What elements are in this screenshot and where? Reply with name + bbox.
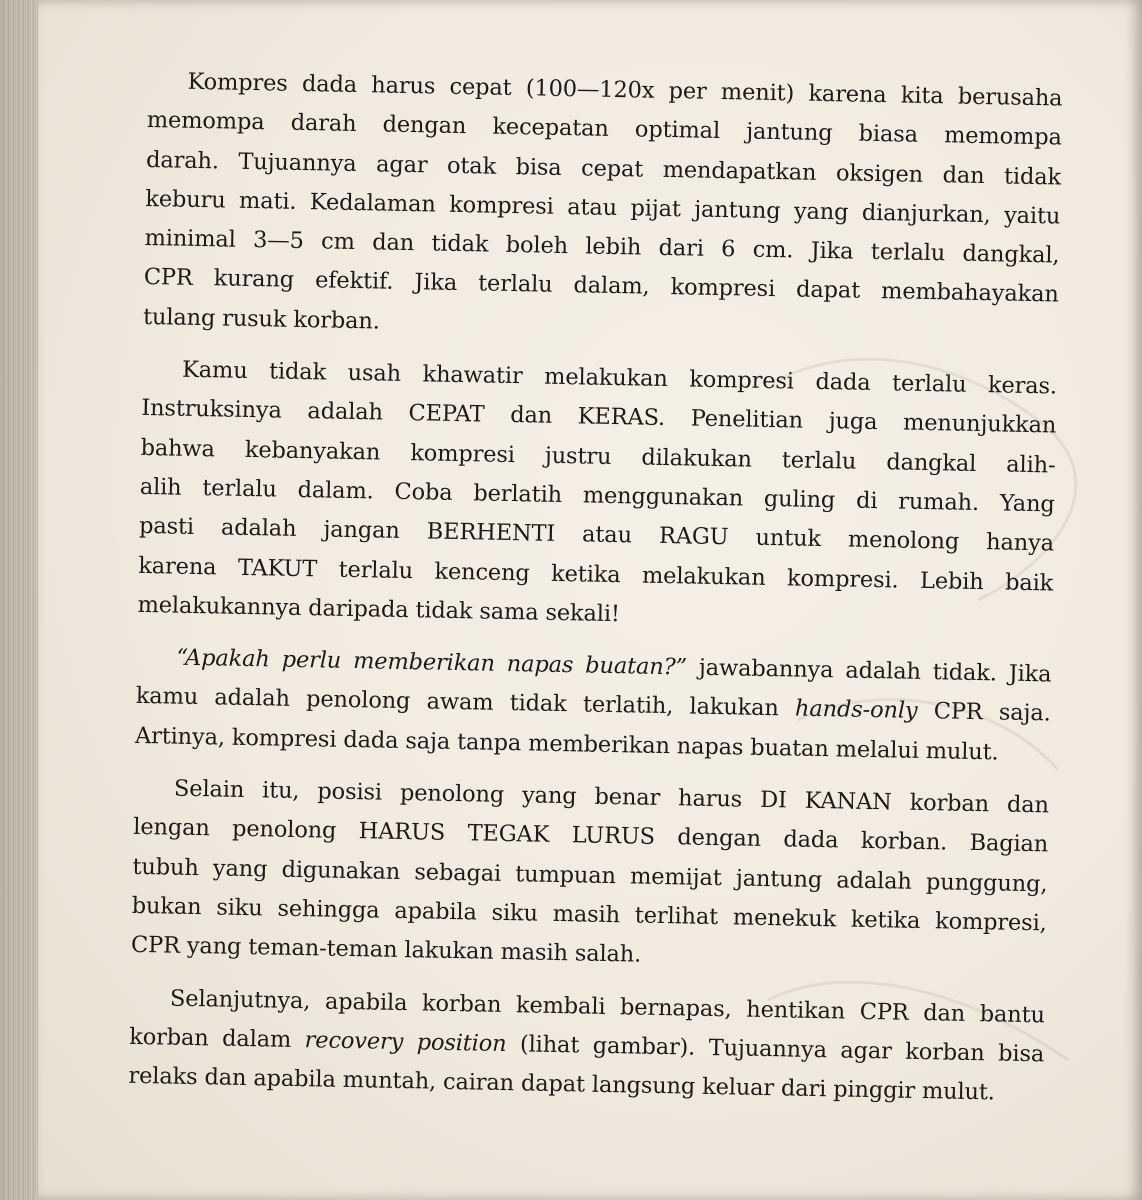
text-line: Instruksinya adalah CEPAT dan KERAS. Penelitian juga menunjukkan bbox=[141, 395, 1057, 439]
paragraph-2 bbox=[137, 350, 1057, 643]
text-line: darah. Tujuannya agar otak bisa cepat mendapatkan oksigen dan tidak bbox=[145, 146, 1062, 191]
text-line: Kompres dada harus cepat (100—120x per menit) karena kita berusaha bbox=[187, 68, 1063, 112]
page-stack-edge bbox=[0, 0, 40, 1200]
text-line: tulang rusuk korban. bbox=[142, 303, 380, 335]
text-line: relaks dan apabila muntah, cairan dapat langsung keluar dari pinggir mulut. bbox=[128, 1062, 996, 1106]
text-line: minimal 3—5 cm dan tidak boleh lebih dari 6 cm. Jika terlalu dangkal, bbox=[144, 225, 1060, 269]
text-line: bukan siku sehingga apabila siku masih terlihat menekuk ketika kompresi, bbox=[131, 892, 1047, 937]
body-text bbox=[128, 62, 1063, 1114]
text-run: CPR saja. bbox=[917, 698, 1051, 727]
italic-term: recovery position bbox=[304, 1027, 507, 1057]
paragraph-5 bbox=[128, 978, 1045, 1113]
text-line: alih terlalu dalam. Coba berlatih menggunakan guling di rumah. Yang bbox=[139, 473, 1055, 518]
book-page bbox=[38, 0, 1142, 1200]
text-line: keburu mati. Kedalaman kompresi atau pijat jantung yang dianjurkan, yaitu bbox=[145, 185, 1061, 230]
italic-term: hands-only bbox=[794, 695, 918, 725]
text-line: karena TAKUT terlalu kenceng ketika melakukan kompresi. Lebih baik bbox=[138, 552, 1054, 597]
text-line: Artinya, kompresi dada saja tanpa memberikan napas buatan melalui mulut. bbox=[134, 722, 999, 766]
text-line: CPR yang teman-teman lakukan masih salah. bbox=[130, 932, 642, 968]
text-line: Selanjutnya, apabila korban kembali bernapas, hentikan CPR dan bantu bbox=[169, 985, 1046, 1028]
text-run: jawabannya adalah tidak. Jika bbox=[686, 654, 1052, 688]
text-line: pasti adalah jangan BERHENTI atau RAGU untuk menolong hanya bbox=[138, 513, 1055, 557]
text-run: (lihat gambar). Tujuannya agar korban bisa bbox=[506, 1030, 1045, 1068]
text-line: Selain itu, posisi penolong yang benar harus DI KANAN korban dan bbox=[173, 775, 1050, 819]
text-line: melakukannya daripada tidak sama sekali! bbox=[137, 591, 621, 628]
text-line: memompa darah dengan kecepatan optimal jantung biasa memompa bbox=[146, 107, 1062, 151]
paragraph-1 bbox=[143, 62, 1063, 355]
italic-question: “Apakah perlu memberikan napas buatan?” bbox=[176, 644, 688, 681]
text-line: lengan penolong HARUS TEGAK LURUS dengan dada korban. Bagian bbox=[133, 814, 1049, 858]
text-line: tubuh yang digunakan sebagai tumpuan memijat jantung adalah punggung, bbox=[132, 853, 1048, 898]
text-line: Kamu tidak usah khawatir melakukan kompresi dada terlalu keras. bbox=[181, 356, 1058, 400]
text-run: kamu adalah penolong awam tidak terlatih, lakukan bbox=[135, 683, 796, 722]
text-run: korban dalam bbox=[129, 1023, 305, 1054]
text-line: CPR kurang efektif. Jika terlalu dalam, kompresi dapat membahayakan bbox=[143, 264, 1059, 309]
paragraph-3 bbox=[135, 638, 1052, 773]
paragraph-4 bbox=[131, 769, 1050, 983]
text-line: bahwa kebanyakan kompresi justru dilakukan terlalu dangkal alih- bbox=[140, 434, 1056, 479]
